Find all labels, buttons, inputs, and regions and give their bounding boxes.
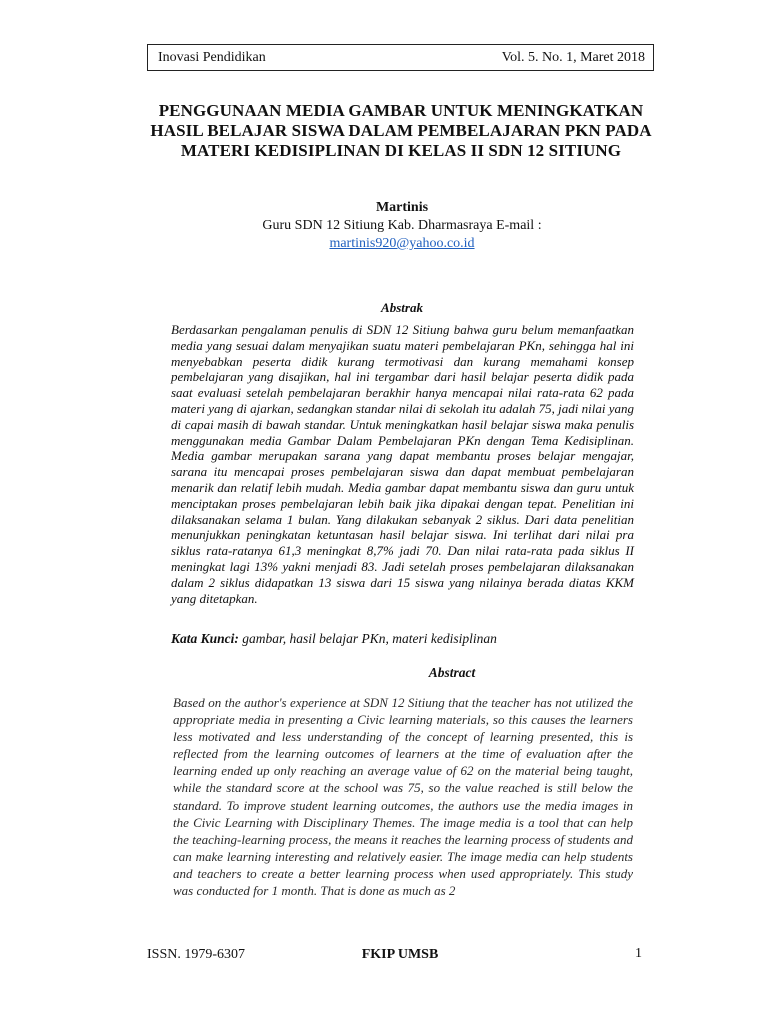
abstrak-heading: Abstrak (381, 300, 423, 315)
paper-title: PENGGUNAAN MEDIA GAMBAR UNTUK MENINGKATKAN HASIL BELAJAR SISWA DALAM PEMBELAJARAN PKN PADA MATERI KEDISIPLINAN DI KELAS II SDN 12 SITIUNG (150, 101, 652, 160)
abstract-heading: Abstract (428, 665, 476, 680)
journal-volume: Vol. 5. No. 1, Maret 2018 (501, 49, 645, 65)
abstrak-body: Berdasarkan pengalaman penulis di SDN 12 Sitiung bahwa guru belum memanfaatkan media yang sesuai dalam menyajikan suatu materi pembelajaran PKn, sehingga hal ini menyebabkan peserta didik kurang termotivasi dan kurang memahami konsep pembelajaran yang disajikan, hal ini tergambar dari hasil belajar peserta didik pada saat evaluasi setelah pembelajaran berakhir hanya mencapai nilai rata-rata 62 pada materi yang di ajarkan, sedangkan standar nilai di sekolah itu adalah 75, jadi nilai yang di capai masih di bawah standar. Untuk meningkatkan hasil belajar siswa maka penulis menggunakan media Gambar Dalam Pembelajaran PKn dengan Tema Kedisiplinan. Media gambar merupakan sarana yang dapat membantu proses belajar mengajar, sarana itu mencapai proses pembelajaran siswa dan dapat membuat pembelajaran menarik dan relatif lebih mudah. Media gambar dapat membantu siswa dan guru untuk menciptakan proses pembelajaran lebih baik jika dipakai dengan tepat. Penelitian ini dilaksanakan selama 1 bulan. Yang dilakukan sebanyak 2 siklus. Dari data penelitian menunjukkan peningkatan ketuntasan hasil belajar siswa. Ini terlihat dari nilai pra siklus rata-ratanya 61,3 meningkat 8,7% jadi 70. Dan nilai rata-rata pada siklus II meningkat lagi 13% yakni menjadi 83. Jadi setelah proses pembelajaran dilaksanakan dalam 2 siklus didapatkan 13 siswa dari 15 siswa yang nilainya berada diatas KKM yang ditetapkan. (171, 322, 634, 606)
keywords-text: gambar, hasil belajar PKn, materi kedisiplinan (242, 631, 497, 646)
keywords (171, 631, 641, 647)
author-affiliation: Guru SDN 12 Sitiung Kab. Dharmasraya E-mail : (262, 218, 542, 233)
footer-issn: ISSN. 1979-6307 (147, 947, 246, 962)
footer-publisher: FKIP UMSB (361, 947, 439, 962)
author-block (250, 199, 554, 253)
author-name: Martinis (375, 200, 429, 215)
author-email-link[interactable]: martinis920@yahoo.co.id (329, 236, 475, 251)
abstract-body: Based on the author's experience at SDN 12 Sitiung that the teacher has not utilized the appropriate media in presenting a Civic learning materials, so this causes the learners less motivated and less understanding of the concept of learning presented, this is reflected from the learning outcomes of learners at the time of evaluation after the learning ended up only reaching an average value of 62 on the material being taught, while the standard score at the school was 75, so the value reached is still below the standard. To improve student learning outcomes, the authors use the media images in the Civic Learning with Disciplinary Themes. The image media is a tool that can help the teaching-learning process, the means it reaches the learning process of students and can make learning interesting and relatively easier. The image media can help students and teachers to create a better learning process when used appropriately. This study was conducted for 1 month. That is done as much as 2 (173, 695, 633, 899)
page-number: 1 (635, 946, 642, 961)
keywords-label: Kata Kunci: (171, 631, 239, 646)
journal-name: Inovasi Pendidikan (158, 49, 266, 65)
running-header (147, 44, 654, 71)
